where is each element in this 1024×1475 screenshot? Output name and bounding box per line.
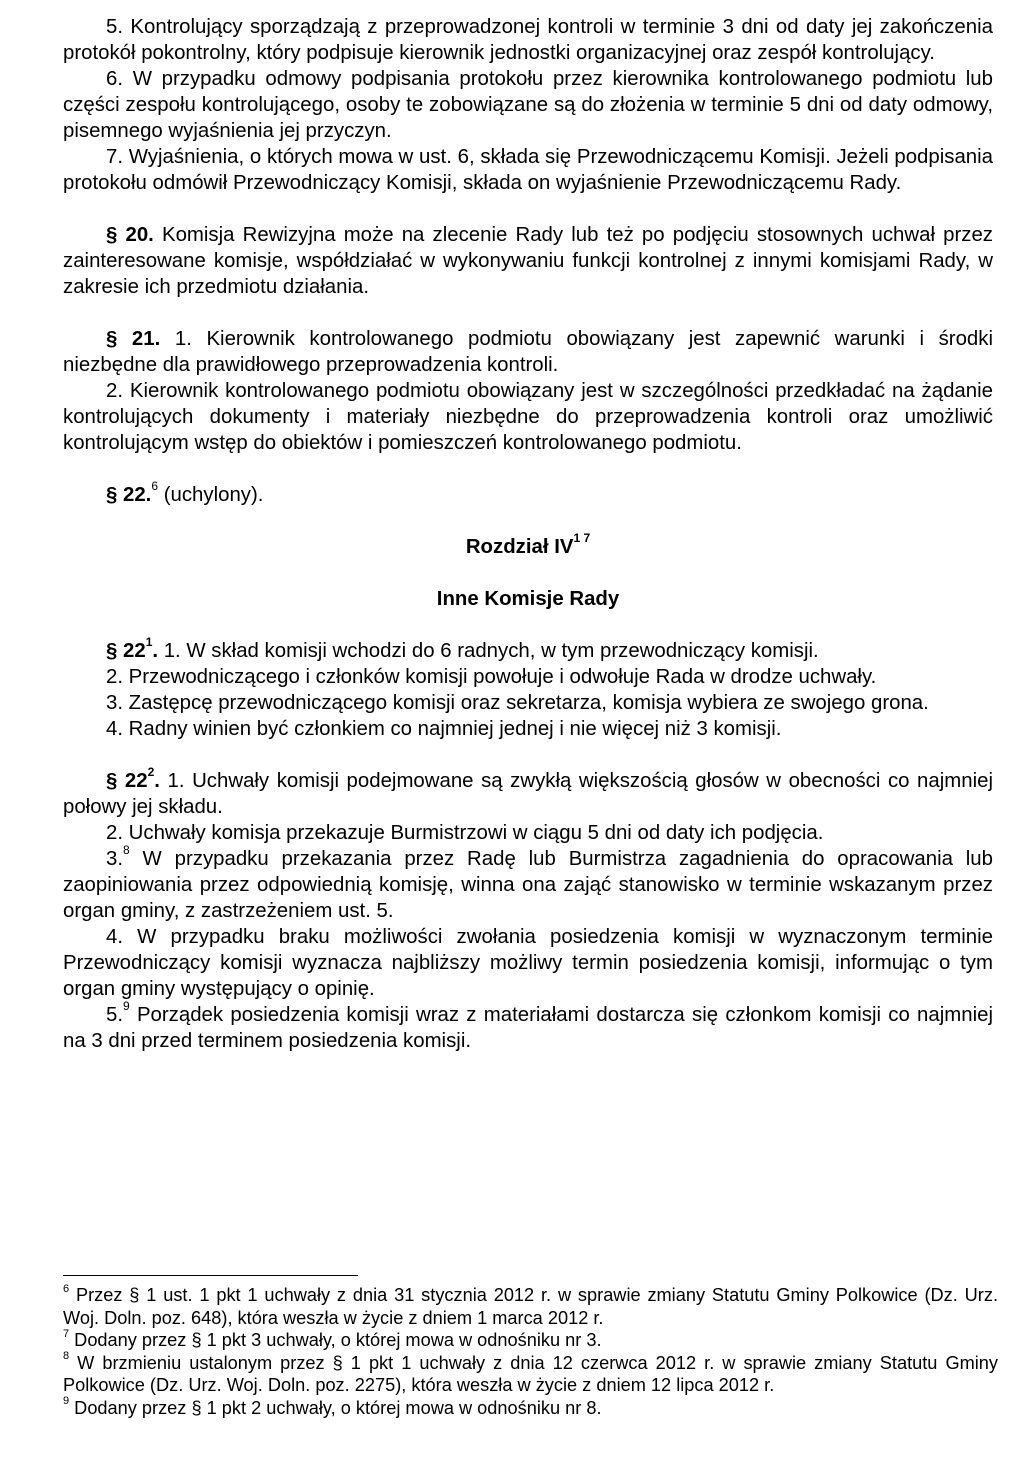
footnote-ref-9: 9 <box>123 999 130 1014</box>
document-page <box>63 14 993 1054</box>
section-22-2-para-3: 3.$^8$ W przypadku przekazania przez Radę lub Burmistrza zagadnienia do opracowania lub zaopiniowania przez odpowiednią komisję, winna ona zająć stanowisko w terminie wskazanym przez organ gminy, z zastrzeżeniem ust. 5. <box>63 843 993 922</box>
section-22 <box>63 479 993 508</box>
section-21-para-1 <box>63 326 993 378</box>
footnote-6: $^6$ Przez § 1 ust. 1 pkt 1 uchwały z dnia 31 stycznia 2012 r. w sprawie zmiany Statutu Gminy Polkowice (Dz. Urz. Woj. Doln. poz. 648), która weszła w życie z dniem 1 marca 2012 r. <box>63 1282 998 1328</box>
chapter-title: Rozdział $IV^{1 7}$ <box>465 531 591 558</box>
section-21-label: § 21. <box>106 328 161 350</box>
footnote-8: $^8$ W brzmieniu ustalonym przez § 1 pkt 1 uchwały z dnia 12 czerwca 2012 r. w sprawie zmiany Statutu Gminy Polkowice (Dz. Urz. Woj. Doln. poz. 2275), która weszła w życie z dniem 12 lipca 2012 r. <box>63 1350 998 1395</box>
footnotes <box>63 1275 998 1419</box>
footnote-ref-6: 6 <box>151 479 159 494</box>
section-22-2-para-5: 5.$^9$ Porządek posiedzenia komisji wraz z materiałami dostarcza się członkom komisji co najmniej na 3 dni przed terminem posiedzenia komisji. <box>63 999 993 1052</box>
section-22-text: (uchylony). <box>158 484 264 506</box>
footnote-ref-8: 8 <box>123 843 130 858</box>
section-22-1-para-2: 2. Przewodniczącego i członków komisji powołuje i odwołuje Rada w drodze uchwały. <box>106 666 877 688</box>
section-20 <box>63 222 993 300</box>
section-22-2-para-4: 4. W przypadku braku możliwości zwołania posiedzenia komisji w wyznaczonym terminie Przewodniczący komisji wyznacza najbliższy możliwy termin posiedzenia komisji, informując o tym organ gminy występujący o opinię. <box>63 926 993 1000</box>
footnote-9: $^9$ Dodany przez § 1 pkt 2 uchwały, o której mowa w odnośniku nr 8. <box>63 1395 602 1418</box>
chapter-subtitle: Inne Komisje Rady <box>436 588 620 610</box>
section-22-2-para-2: 2. Uchwały komisja przekazuje Burmistrzowi w ciągu 5 dni od daty ich podjęcia. <box>106 822 824 844</box>
section-22-1-label: § $22^1$. <box>106 635 159 662</box>
section-22-1-para-3: 3. Zastępcę przewodniczącego komisji oraz sekretarza, komisja wybiera ze swojego grona. <box>106 692 929 714</box>
paragraph-19-6: 6. W przypadku odmowy podpisania protokołu przez kierownika kontrolowanego podmiotu lub części zespołu kontrolującego, osoby te zobowiązane są do złożenia w terminie 5 dni od daty odmowy, pisemnego wyjaśnienia jej przyczyn. <box>63 68 993 142</box>
section-21-para-2: 2. Kierownik kontrolowanego podmiotu obowiązany jest w szczególności przedkładać na żądanie kontrolujących dokumenty i materiały niezbędne do przeprowadzenia kontroli oraz umożliwić kontrolującym wstęp do obiektów i pomieszczeń kontrolowanego podmiotu. <box>63 380 993 454</box>
section-20-label: § 20. <box>106 224 154 246</box>
section-22-1-text-1: 1. W skład komisji wchodzi do 6 radnych, w tym przewodniczący komisji. <box>158 640 819 662</box>
section-22-1-para-1 <box>63 635 993 664</box>
footnote-ref-1-7: 1 7 <box>573 531 591 546</box>
section-22-2-label: § $22^2$. <box>106 765 160 792</box>
section-22-2-para-1 <box>63 765 993 820</box>
section-22-1-para-4: 4. Radny winien być członkiem co najmniej jednej i nie więcej niż 3 komisji. <box>106 718 782 740</box>
section-22-2-text-1: 1. Uchwały komisji podejmowane są zwykłą większością głosów w obecności co najmniej połowy jej składu. <box>63 770 993 818</box>
footnote-separator <box>63 1275 358 1276</box>
footnote-7: $^7$ Dodany przez § 1 pkt 3 uchwały, o której mowa w odnośniku nr 3. <box>63 1327 602 1350</box>
section-22-label: § 22. <box>106 484 152 506</box>
section-21-text-1: 1. Kierownik kontrolowanego podmiotu obowiązany jest zapewnić warunki i środki niezbędne dla prawidłowego przeprowadzenia kontroli. <box>63 328 993 376</box>
paragraph-19-7: 7. Wyjaśnienia, o których mowa w ust. 6, składa się Przewodniczącemu Komisji. Jeżeli podpisania protokołu odmówił Przewodniczący Komisji, składa on wyjaśnienie Przewodniczącemu Rady. <box>63 146 993 194</box>
section-20-text: Komisja Rewizyjna może na zlecenie Rady lub też po podjęciu stosownych uchwał przez zainteresowane komisje, współdziałać w wykonywaniu funkcji kontrolnej z innymi komisjami Rady, w zakresie ich przedmiotu działania. <box>63 224 993 298</box>
paragraph-19-5: 5. Kontrolujący sporządzają z przeprowadzonej kontroli w terminie 3 dni od daty jej zakończenia protokół pokontrolny, który podpisuje kierownik jednostki organizacyjnej oraz zespół kontrolujący. <box>63 16 993 64</box>
